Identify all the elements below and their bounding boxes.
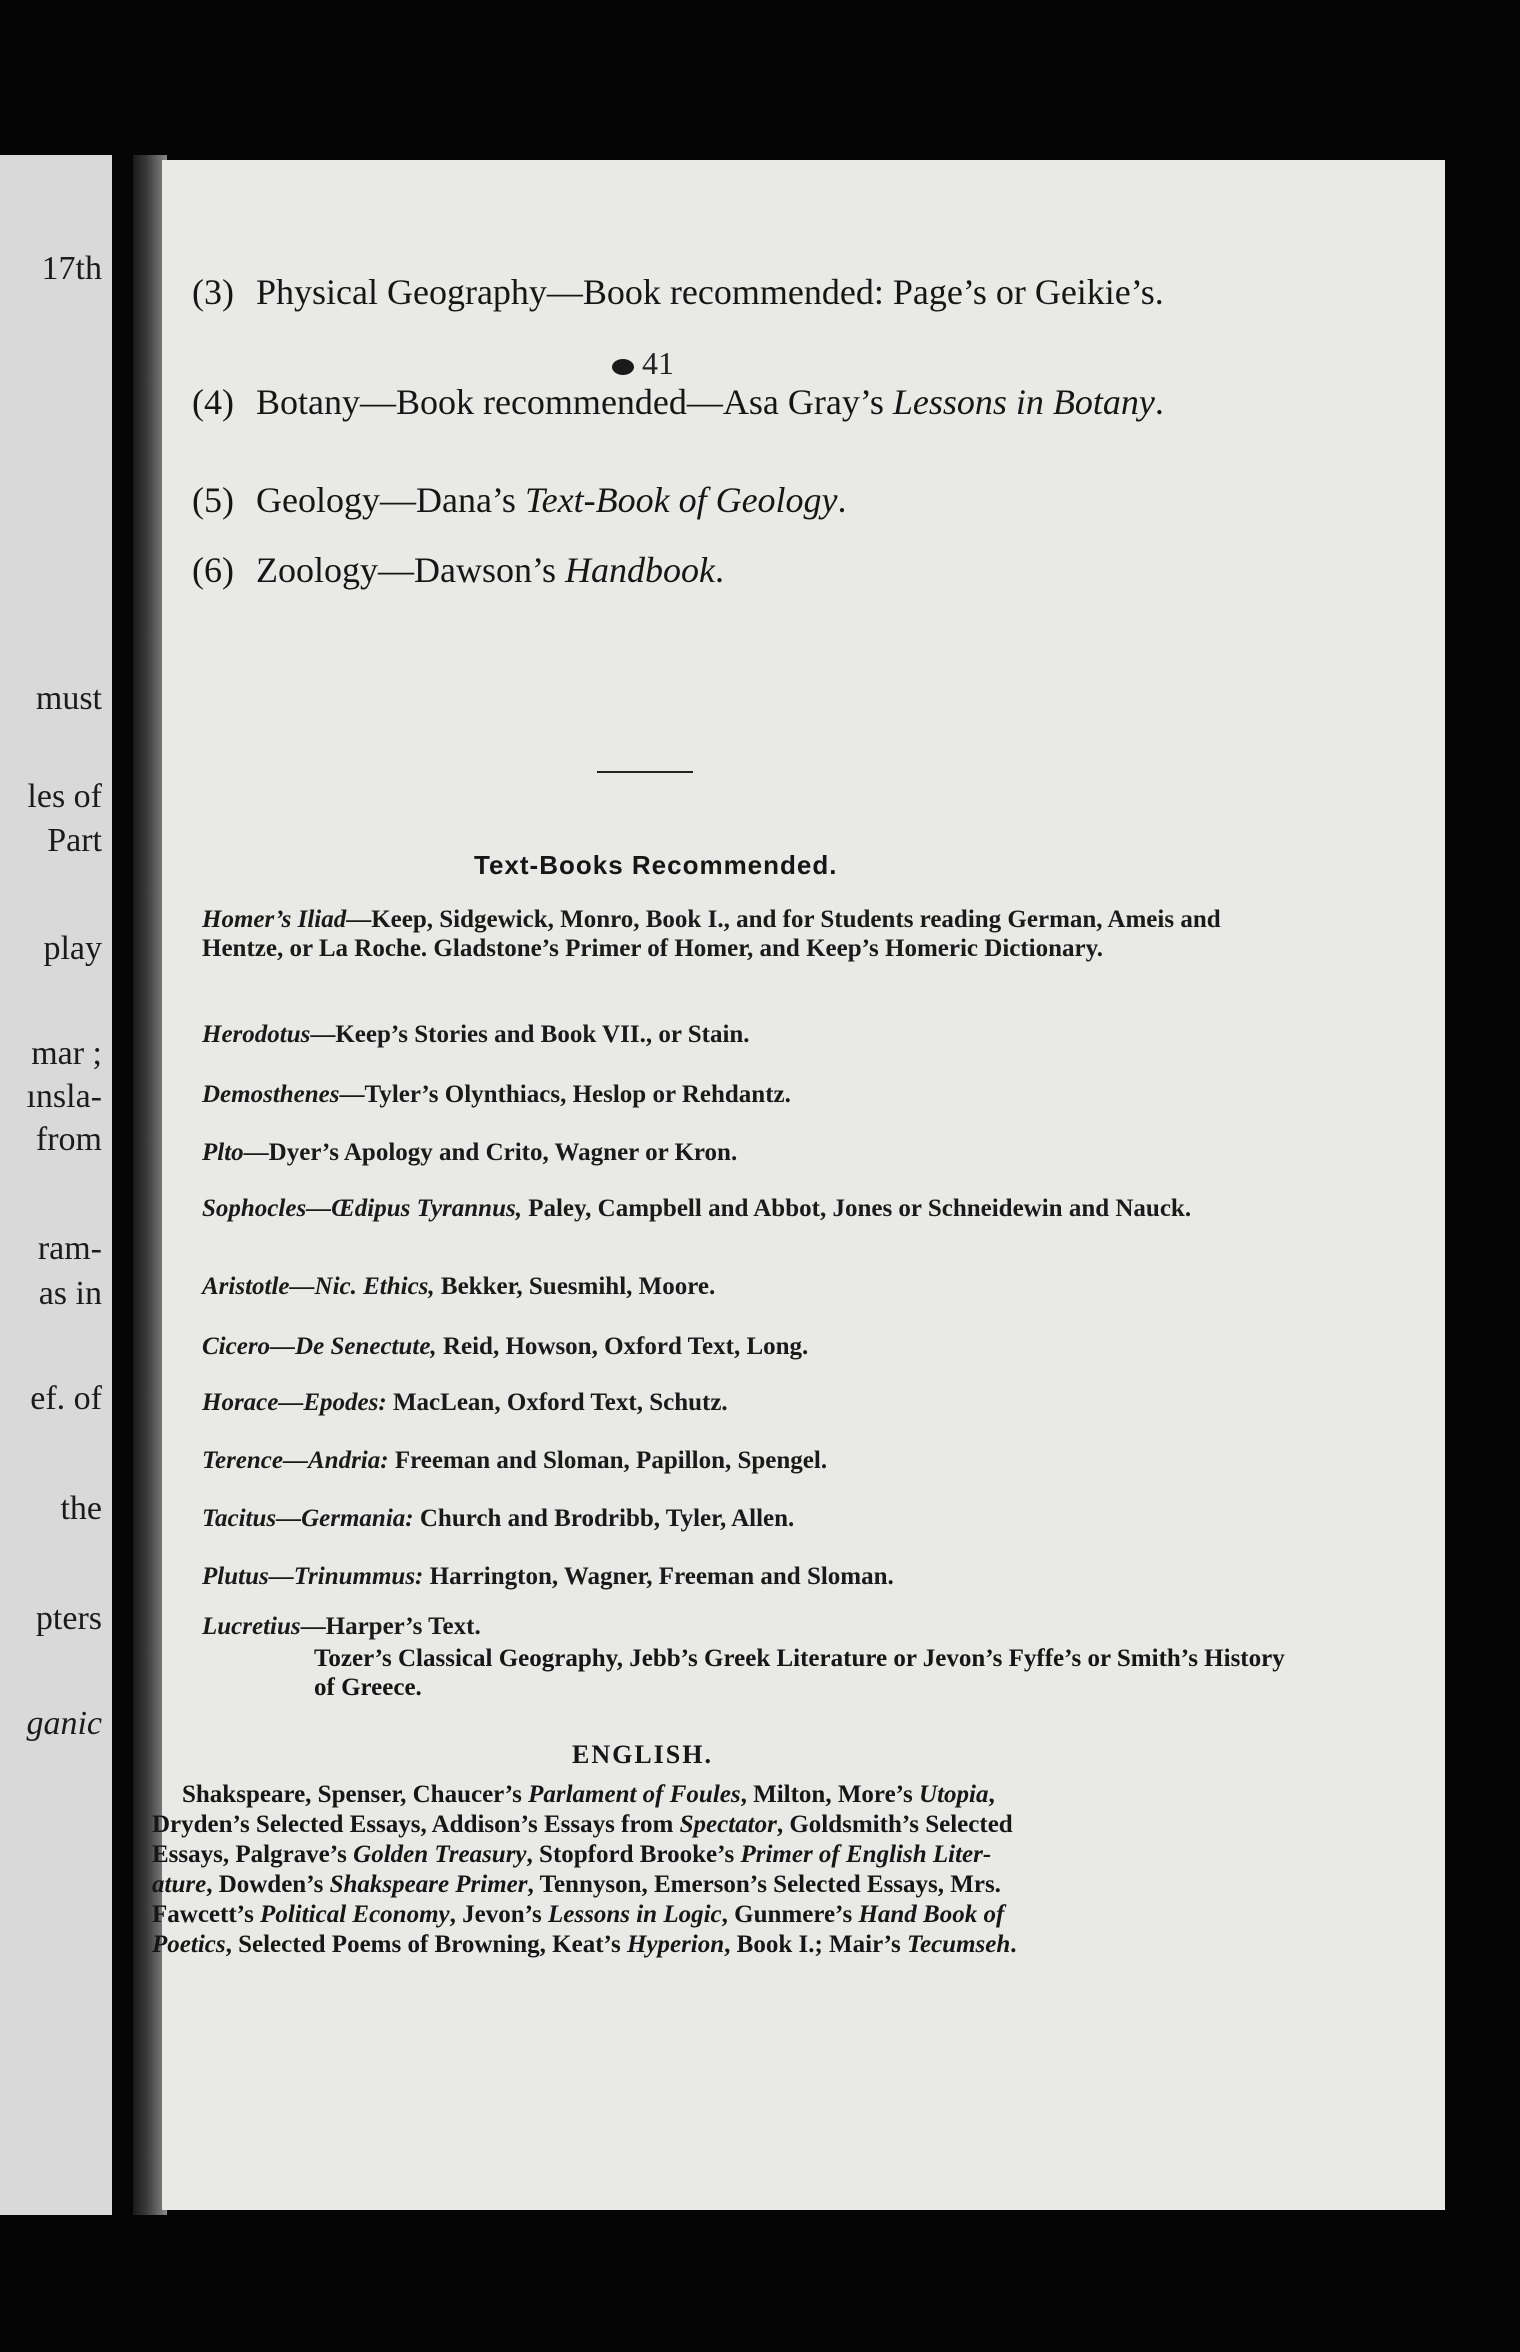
left-page-fragment: Part (47, 822, 102, 859)
section-heading: Text-Books Recommended. (474, 850, 838, 880)
book-title: Aristotle—Nic. Ethics, (202, 1273, 435, 1300)
book-title: Homer’s Iliad (202, 906, 347, 933)
english-paragraph (152, 1780, 1287, 1960)
english-line: Essays, Palgrave’s Golden Treasury, Stopford Brooke’s Primer of English Liter- (152, 1841, 992, 1868)
english-line: Poetics, Selected Poems of Browning, Keat’s Hyperion, Book I.; Mair’s Tecumseh. (152, 1931, 1017, 1958)
left-page-fragment: ganic (26, 1705, 102, 1742)
left-page-fragment: as in (38, 1275, 102, 1312)
left-page-fragment: ınsla- (26, 1078, 102, 1115)
book-editions: —Dyer’s Apology and Crito, Wagner or Kron. (243, 1139, 738, 1166)
book-editions: MacLean, Oxford Text, Schutz. (386, 1389, 728, 1416)
extra-note: Tozer’s Classical Geography, Jebb’s Greek Literature or Jevon’s Fyffe’s or Smith’s History of Greece. (314, 1645, 1285, 1701)
text-book-entry (184, 1080, 1307, 1109)
left-page-fragment: must (35, 680, 102, 717)
english-line: ature, Dowden’s Shakspeare Primer, Tennyson, Emerson’s Selected Essays, Mrs. (152, 1871, 1001, 1898)
book-editions: —Harper’s Text. (300, 1613, 481, 1640)
item-number: (4) (192, 382, 234, 422)
text-book-entry (184, 1138, 1307, 1167)
book-editions: Harrington, Wagner, Freeman and Sloman. (423, 1563, 894, 1590)
book-title: Lucretius (202, 1613, 301, 1640)
left-page-fragment: les of (27, 778, 102, 815)
text-book-entry (184, 1612, 1307, 1641)
left-page-fragment: ef. of (30, 1380, 102, 1417)
left-page-fragment: play (43, 930, 102, 967)
book-title: Handbook (564, 550, 715, 590)
book-title: Demosthenes (202, 1081, 340, 1108)
item-text: Physical Geography—Book recommended: Page’s or Geikie’s. (255, 272, 1164, 312)
text-book-entry (184, 1562, 1307, 1591)
text-book-entry (184, 1020, 1307, 1049)
english-line: Fawcett’s Political Economy, Jevon’s Lessons in Logic, Gunmere’s Hand Book of (152, 1901, 1005, 1928)
main-page (152, 160, 1445, 2210)
text-book-entry (184, 1332, 1307, 1361)
item-number: (5) (192, 480, 234, 520)
book-title: Text-Book of Geology (524, 480, 838, 520)
page-number: 41 (612, 345, 674, 382)
book-title: Sophocles—Œdipus Tyrannus, (202, 1195, 522, 1222)
section-divider (597, 771, 693, 773)
english-line: Dryden’s Selected Essays, Addison’s Essays from Spectator, Goldsmith’s Selected (152, 1811, 1013, 1838)
book-title: Herodotus (202, 1021, 311, 1048)
text-book-entry (184, 1504, 1307, 1533)
item-number: (3) (192, 272, 234, 312)
book-editions: —Tyler’s Olynthiacs, Heslop or Rehdantz. (339, 1081, 791, 1108)
book-editions: Church and Brodribb, Tyler, Allen. (413, 1505, 795, 1532)
left-page-fragment: from (35, 1121, 102, 1158)
english-line: Shakspeare, Spenser, Chaucer’s Parlament of Foules, Milton, More’s Utopia, (182, 1781, 995, 1808)
book-title: Plutus—Trinummus: (202, 1563, 424, 1590)
book-editions: Paley, Campbell and Abbot, Jones or Schneidewin and Nauck. (521, 1195, 1192, 1222)
book-title: Lessons in Botany (892, 382, 1155, 422)
book-editions: —Keep’s Stories and Book VII., or Stain. (310, 1021, 750, 1048)
item-text: Zoology—Dawson’s (255, 550, 565, 590)
science-item: (5) Geology—Dana’s Text-Book of Geology. (192, 480, 847, 520)
book-title: Plto (202, 1139, 244, 1166)
text-book-entry (184, 1388, 1307, 1417)
text-book-entry (184, 1272, 1307, 1301)
english-heading: ENGLISH. (572, 1740, 713, 1769)
left-page-fragment: 17th (41, 250, 102, 287)
science-item: (4) Botany—Book recommended—Asa Gray’s Lessons in Botany. (192, 382, 1164, 422)
item-number: (6) (192, 550, 234, 590)
item-text: Botany—Book recommended—Asa Gray’s (255, 382, 893, 422)
left-page-fragment: pters (35, 1600, 102, 1637)
book-editions: Reid, Howson, Oxford Text, Long. (436, 1333, 809, 1360)
book-title: Horace—Epodes: (202, 1389, 387, 1416)
left-page-fragment: the (60, 1490, 102, 1527)
text-book-entry (184, 1446, 1307, 1475)
science-item (192, 272, 1322, 312)
book-editions: Bekker, Suesmihl, Moore. (434, 1273, 716, 1300)
book-title: Terence—Andria: (202, 1447, 389, 1474)
book-editions: Freeman and Sloman, Papillon, Spengel. (388, 1447, 828, 1474)
book-title: Cicero—De Senectute, (202, 1333, 437, 1360)
book-editions: —Keep, Sidgewick, Monro, Book I., and for Students reading German, Ameis and Hentze, or La Roche. Gladstone’s Primer of Homer, and Keep’s Homeric Dictionary. (202, 906, 1221, 962)
item-text: Geology—Dana’s (255, 480, 525, 520)
text-book-entry (184, 1194, 1307, 1223)
left-facing-page (0, 155, 112, 2215)
science-item: (6) Zoology—Dawson’s Handbook. (192, 550, 724, 590)
left-page-fragment: mar ; (31, 1035, 102, 1072)
text-book-entry (184, 905, 1307, 963)
left-page-fragment: ram- (37, 1230, 102, 1267)
ink-blot-icon (612, 359, 634, 375)
book-title: Tacitus—Germania: (202, 1505, 414, 1532)
